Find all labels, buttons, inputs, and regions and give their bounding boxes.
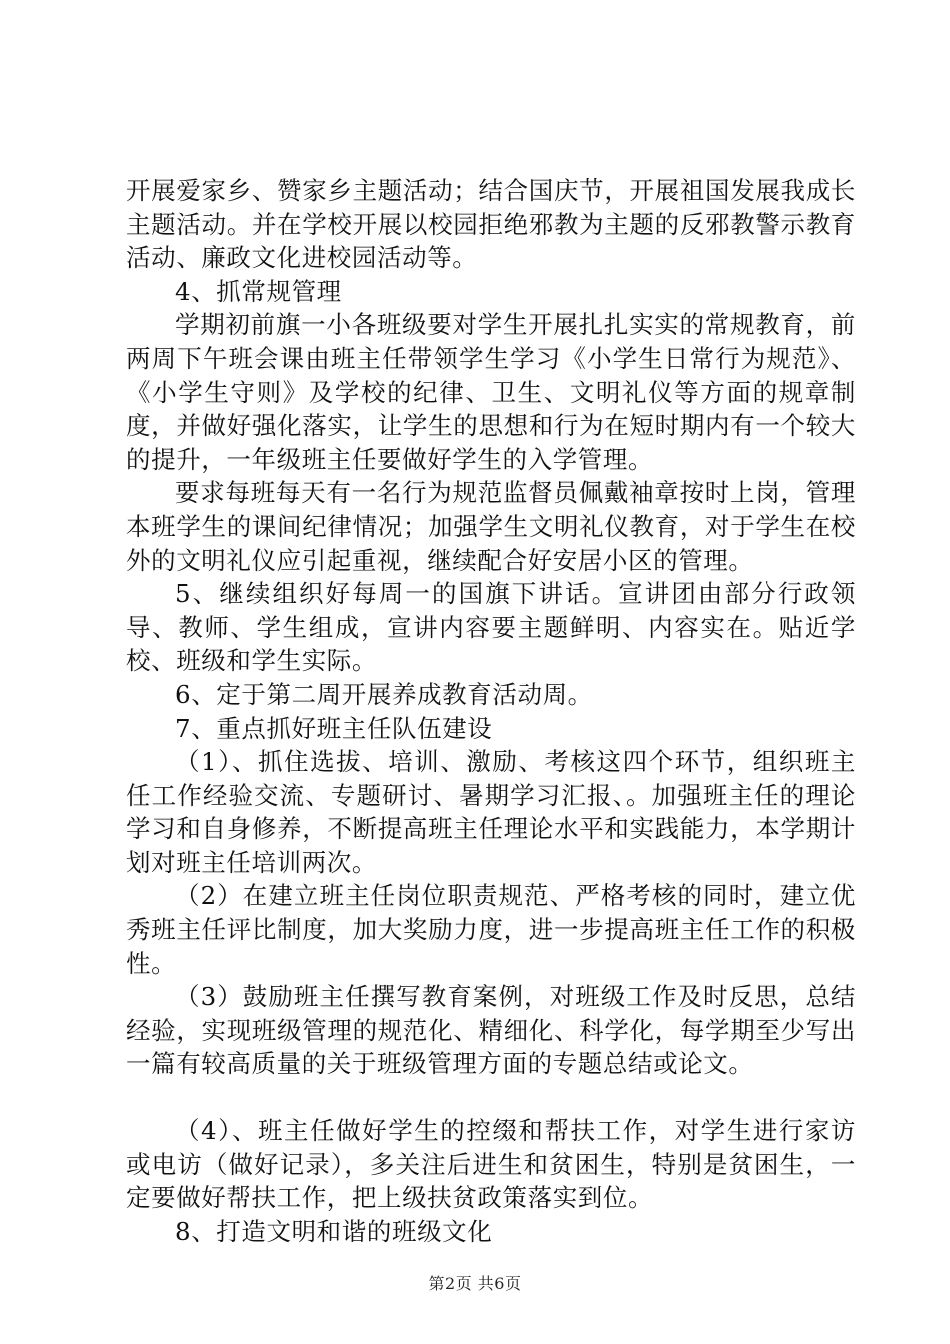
- paragraph-item-1: （1）、抓住选拔、培训、激励、考核这四个环节，组织班主任工作经验交流、专题研讨、暑期学习汇报、。加强班主任的理论学习和自身修养，不断提高班主任理论水平和实践能力，本学期计划对班主任培训两次。: [126, 747, 856, 877]
- paragraph-item-2: （2）在建立班主任岗位职责规范、严格考核的同时，建立优秀班主任评比制度，加大奖励力度，进一步提高班主任工作的积极性。: [126, 881, 856, 978]
- section-heading-class-culture: 8、打造文明和谐的班级文化: [175, 1216, 493, 1246]
- paragraph-habit-week: 6、定于第二周开展养成教育活动周。: [175, 679, 593, 709]
- paragraph-routine-education: 学期初前旗一小各班级要对学生开展扎扎实实的常规教育，前两周下午班会课由班主任带领学生学习《小学生日常行为规范》、《小学生守则》及学校的纪律、卫生、文明礼仪等方面的规章制度，并做好强化落实，让学生的思想和行为在短时期内有一个较大的提升，一年级班主任要做好学生的入学管理。: [126, 310, 856, 474]
- paragraph-item-3: （3）鼓励班主任撰写教育案例，对班级工作及时反思，总结经验，实现班级管理的规范化、精细化、科学化，每学期至少写出一篇有较高质量的关于班级管理方面的专题总结或论文。: [126, 982, 856, 1079]
- page-number-label: 第2页 共6页: [428, 1274, 522, 1293]
- paragraph-item-4: （4）、班主任做好学生的控缀和帮扶工作，对学生进行家访或电访（做好记录），多关注后进生和贫困生，特别是贫困生，一定要做好帮扶工作，把上级扶贫政策落实到位。: [126, 1116, 856, 1213]
- paragraph-flag-speech: 5、继续组织好每周一的国旗下讲话。宣讲团由部分行政领导、教师、学生组成，宣讲内容要主题鲜明、内容实在。贴近学校、班级和学生实际。: [126, 579, 856, 676]
- document-body: [126, 174, 856, 1248]
- blank-line: [126, 1081, 856, 1114]
- paragraph-behavior-supervisor: 要求每班每天有一名行为规范监督员佩戴袖章按时上岗，管理本班学生的课间纪律情况；加强学生文明礼仪教育，对于学生在校外的文明礼仪应引起重视，继续配合好安居小区的管理。: [126, 478, 856, 575]
- section-heading-teacher-team: 7、重点抓好班主任队伍建设: [175, 713, 493, 743]
- page-footer: [0, 1274, 950, 1294]
- paragraph-intro: 开展爱家乡、赞家乡主题活动；结合国庆节，开展祖国发展我成长主题活动。并在学校开展以校园拒绝邪教为主题的反邪教警示教育活动、廉政文化进校园活动等。: [126, 176, 856, 273]
- section-heading-routine-management: 4、抓常规管理: [175, 276, 342, 306]
